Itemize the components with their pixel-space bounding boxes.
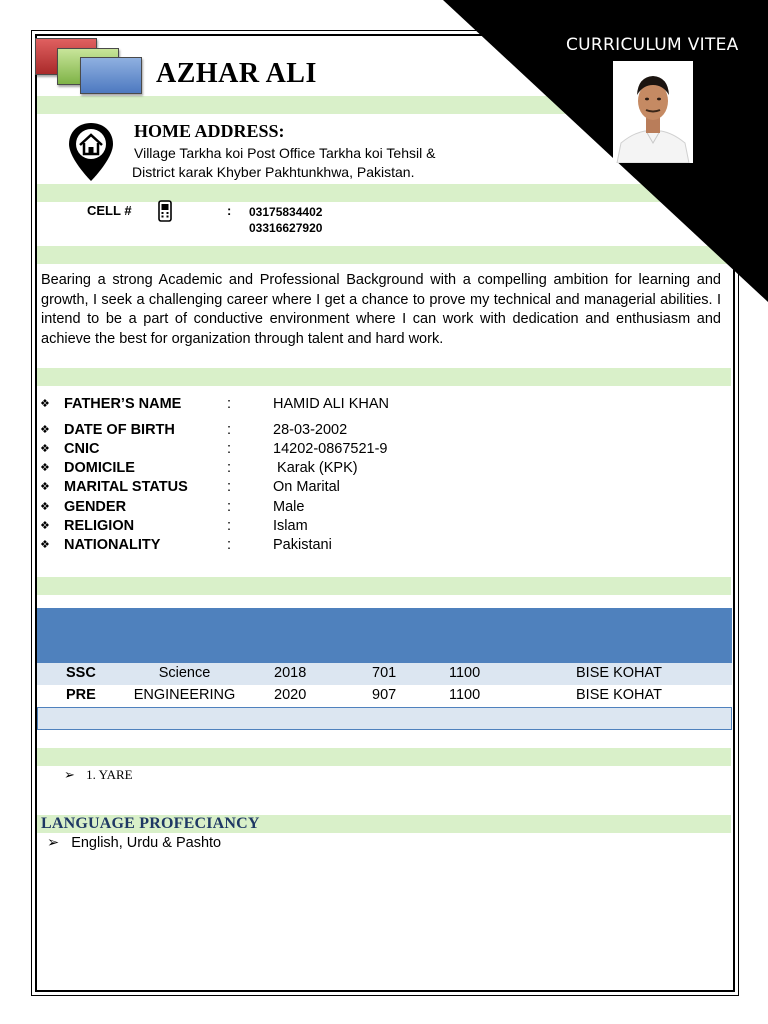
info-value: 28-03-2002 xyxy=(273,422,348,438)
cell-label: CELL # xyxy=(87,203,132,218)
info-colon: : xyxy=(227,518,232,534)
info-value: 14202-0867521-9 xyxy=(273,441,388,457)
address-line-2: District karak Khyber Pakhtunkhwa, Pakistan. xyxy=(132,164,415,180)
candidate-name: AZHAR ALI xyxy=(156,58,317,89)
edu-level: PRE xyxy=(66,687,96,703)
section-band xyxy=(37,368,731,386)
info-value: Islam xyxy=(273,518,308,534)
info-label: CNIC xyxy=(64,441,100,457)
language-section-title: LANGUAGE PROFECIANCY xyxy=(41,815,260,832)
mobile-phone-icon xyxy=(158,200,172,222)
education-row-ssc xyxy=(37,663,732,686)
info-value: Karak (KPK) xyxy=(273,460,358,476)
info-label: RELIGION xyxy=(64,518,135,534)
info-label: MARITAL STATUS xyxy=(64,479,188,495)
edu-board: BISE KOHAT xyxy=(576,687,662,703)
diamond-bullet-icon: ❖ xyxy=(40,443,50,455)
diamond-bullet-icon: ❖ xyxy=(40,501,50,513)
language-item xyxy=(47,835,221,851)
edu-year: 2018 xyxy=(274,665,307,681)
address-title: HOME ADDRESS: xyxy=(134,121,285,141)
info-colon: : xyxy=(227,499,232,515)
cv-title: CURRICULUM VITEA xyxy=(566,35,739,55)
edu-group: ENGINEERING xyxy=(133,687,236,703)
info-label: FATHER’S NAME xyxy=(64,396,182,412)
edu-year: 2020 xyxy=(274,687,307,703)
skill-item xyxy=(64,767,133,783)
edu-level: SSC xyxy=(66,665,96,681)
diamond-bullet-icon: ❖ xyxy=(40,424,50,436)
skill-text: 1. YARE xyxy=(86,767,133,782)
edu-total: 1100 xyxy=(449,687,481,703)
objective-paragraph: Bearing a strong Academic and Professional Background with a compelling ambition for learning and growth, I seek a challenging career where I get a chance to prove my technical and managerial abilities. I intend to be a part of conductive environment where I can work with dedication and enthusiasm and achieve the best for organization through talent and hard work. xyxy=(41,272,721,347)
info-label: DATE OF BIRTH xyxy=(64,422,175,438)
info-label: DOMICILE xyxy=(64,460,135,476)
language-text: English, Urdu & Pashto xyxy=(71,835,222,851)
decorative-blue-box xyxy=(80,57,142,94)
edu-marks: 907 xyxy=(372,687,397,703)
cell-colon: : xyxy=(227,203,232,218)
diamond-bullet-icon: ❖ xyxy=(40,481,50,493)
edu-board: BISE KOHAT xyxy=(576,665,662,681)
info-value: Male xyxy=(273,499,305,515)
edu-total: 1100 xyxy=(449,665,481,681)
diamond-bullet-icon: ❖ xyxy=(40,398,50,410)
info-label: NATIONALITY xyxy=(64,537,161,553)
education-table-header xyxy=(37,608,732,663)
info-colon: : xyxy=(227,441,232,457)
edu-marks: 701 xyxy=(372,665,397,681)
info-value: HAMID ALI KHAN xyxy=(273,396,390,412)
section-band xyxy=(37,748,731,766)
arrow-bullet-icon: ➢ xyxy=(64,767,75,782)
info-colon: : xyxy=(227,422,232,438)
info-colon: : xyxy=(227,537,232,553)
phone-number-1: 03175834402 xyxy=(249,205,323,219)
profile-photo xyxy=(613,61,693,163)
education-row-pre xyxy=(37,685,732,707)
info-value: On Marital xyxy=(273,479,340,495)
arrow-bullet-icon: ➢ xyxy=(47,835,60,851)
diamond-bullet-icon: ❖ xyxy=(40,520,50,532)
home-location-pin-icon xyxy=(66,121,116,183)
diamond-bullet-icon: ❖ xyxy=(40,539,50,551)
education-table-footer xyxy=(37,707,732,730)
address-line-1: Village Tarkha koi Post Office Tarkha koi Tehsil & xyxy=(134,145,436,161)
info-label: GENDER xyxy=(64,499,127,515)
diamond-bullet-icon: ❖ xyxy=(40,462,50,474)
phone-number-2: 03316627920 xyxy=(249,221,323,235)
info-colon: : xyxy=(227,460,232,476)
edu-group: Science xyxy=(158,665,211,681)
info-value: Pakistani xyxy=(273,537,332,553)
info-colon: : xyxy=(227,396,232,412)
info-colon: : xyxy=(227,479,232,495)
section-band xyxy=(37,577,731,595)
